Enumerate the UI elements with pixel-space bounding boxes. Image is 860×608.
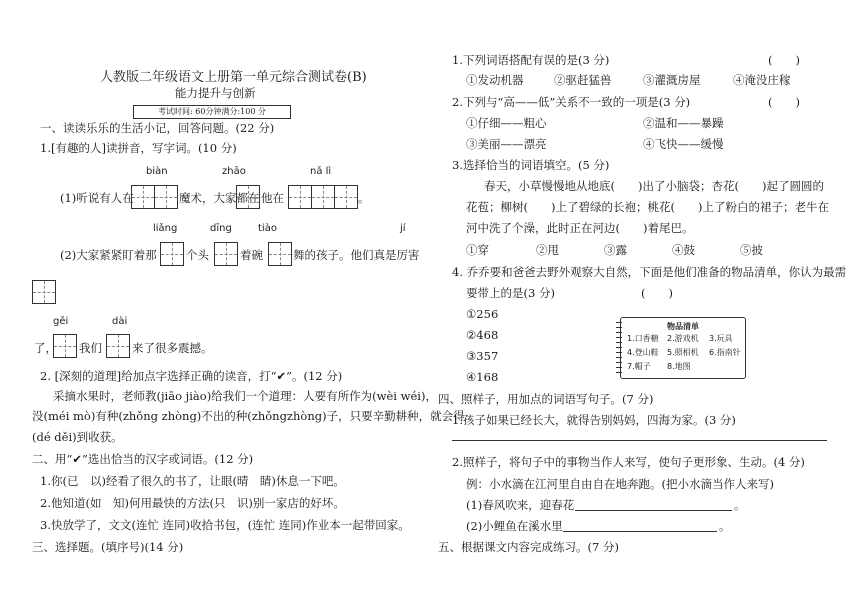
char-box[interactable] <box>236 185 260 209</box>
q1-line1-part1: (1)听说有人在 <box>60 191 134 205</box>
list-item: 1.口香糖 <box>627 334 659 343</box>
char-box[interactable] <box>334 185 358 209</box>
pinyin-gei: gěi <box>53 316 69 327</box>
char-box[interactable] <box>154 185 178 209</box>
answer-paren[interactable]: ( ) <box>768 53 800 67</box>
q1-line3-part2: 我们 <box>79 341 102 355</box>
r3-option: ①穿 <box>466 243 489 257</box>
list-item: 3.玩具 <box>709 334 733 343</box>
right-q4-line1: 4. 乔乔要和爸爸去野外观察大自然，下面是他们准备的物品清单，你认为最需 <box>452 265 847 279</box>
char-box[interactable] <box>131 185 155 209</box>
q1-line1-end: 。 <box>358 191 370 205</box>
answer-line[interactable] <box>563 531 717 532</box>
char-box[interactable] <box>160 242 184 266</box>
page-subtitle: 能力提升与创新 <box>175 86 256 100</box>
r1-option: ④淹没庄稼 <box>733 73 791 87</box>
pinyin-bian: biàn <box>146 166 168 177</box>
r3-para-line2: 花苞；柳树( )上了碧绿的长袍；桃花( )上了粉白的裙子；老牛在 <box>466 200 829 214</box>
pinyin-ji: jí <box>400 223 406 234</box>
section-3-heading: 三、选择题。(填序号)(14 分) <box>32 540 184 554</box>
r2-option: ③美丽——漂亮 <box>466 137 547 151</box>
period: 。 <box>734 498 746 512</box>
page-title: 人教版二年级语文上册第一单元综合测试卷(B) <box>100 70 367 85</box>
section-4-heading: 四、照样子，用加点的词语写句子。(7 分) <box>438 392 654 406</box>
r1-option: ③灌溉房屋 <box>643 73 701 87</box>
list-item: 2.游戏机 <box>667 334 699 343</box>
q1-line1-part2: 魔术，大家都在 <box>179 191 260 205</box>
char-box[interactable] <box>106 334 130 358</box>
answer-line[interactable] <box>452 440 827 441</box>
exam-info: 考试时间: 60分钟满分:100 分 <box>133 105 291 119</box>
pinyin-dai: dài <box>112 316 128 327</box>
answer-line[interactable] <box>575 510 732 511</box>
r3-option: ④鼓 <box>672 243 695 257</box>
right-q3: 3.选择恰当的词语填空。(5 分) <box>452 158 610 172</box>
section-2-q1: 1.你(已 以)经看了很久的书了，让眼(晴 睛)休息一下吧。 <box>40 474 345 488</box>
q1-line2-part3: 着碗 <box>240 248 263 262</box>
r2-option: ④飞快——缓慢 <box>643 137 724 151</box>
q1-line3-part1: 了， <box>34 341 57 355</box>
right-q1: 1.下列词语搭配有误的是(3 分) <box>452 53 610 67</box>
char-box[interactable] <box>288 185 312 209</box>
notebook-spiral-icon <box>616 322 622 374</box>
r2-option: ②温和——暴躁 <box>643 116 724 130</box>
right-q4-line2: 要带上的是(3 分) <box>466 286 555 300</box>
pinyin-zhao: zhāo <box>222 166 246 177</box>
q1-line2-part2: 个头 <box>186 248 209 262</box>
r4-option: ③357 <box>466 349 499 363</box>
answer-paren[interactable]: ( ) <box>641 286 673 300</box>
r2-option: ①仔细——粗心 <box>466 116 547 130</box>
r4-option: ①256 <box>466 307 499 321</box>
r3-para-line3: 河中洗了个澡，此时正在河边( )着尾巴。 <box>466 221 694 235</box>
r1-option: ②驱赶猛兽 <box>554 73 612 87</box>
r3-option: ⑤披 <box>740 243 763 257</box>
list-item: 5.照相机 <box>667 348 699 357</box>
pinyin-nali: nǎ lì <box>310 166 332 177</box>
q1-line1-part3: 他在 <box>261 191 284 205</box>
list-item: 4.登山鞋 <box>627 348 659 357</box>
question-1-1: 1.[有趣的人]读拼音，写字词。(10 分) <box>40 141 237 155</box>
list-item: 8.地图 <box>667 362 691 371</box>
section-1-heading: 一、读读乐乐的生活小记，回答问题。(22 分) <box>40 121 275 135</box>
r1-option: ①发动机器 <box>466 73 524 87</box>
r3-option: ②甩 <box>536 243 559 257</box>
char-box[interactable] <box>32 280 56 304</box>
item-list-card <box>620 317 746 379</box>
section-5-heading: 五、根据课文内容完成练习。(7 分) <box>438 540 619 554</box>
section-4-example: 例：小水滴在江河里自由自在地奔跑。(把小水滴当作人来写) <box>466 477 774 491</box>
section-2-q3: 3.快放学了，文文(连忙 连同)收拾书包，(连忙 连同)作业本一起带回家。 <box>40 518 410 532</box>
section-4-b: (2)小鲤鱼在溪水里 <box>466 519 563 533</box>
r3-option: ③露 <box>604 243 627 257</box>
section-2-q2: 2.他知道(如 知)何用最快的方法(只 识)别一家店的好坏。 <box>40 496 345 510</box>
r4-option: ②468 <box>466 328 499 342</box>
period: 。 <box>719 519 731 533</box>
list-item: 6.指南针 <box>709 348 741 357</box>
answer-paren[interactable]: ( ) <box>768 95 800 109</box>
section-4-q1: 1.孩子如果已经长大，就得告别妈妈，四海为家。(3 分) <box>452 413 736 427</box>
char-box[interactable] <box>268 242 292 266</box>
q1-line3-part3: 来了很多震撼。 <box>132 341 213 355</box>
q2-para-line2: 没(méi mò)有种(zhǒng zhòng)不出的种(zhǒngzhòng)子，只要辛勤耕种，就会得 <box>32 409 465 423</box>
char-box[interactable] <box>214 242 238 266</box>
q2-para-line1: 采摘水果时，老师教(jiāo jiào)给我们一个道理：人要有所作为(wèi wéi)， <box>53 389 437 403</box>
list-item: 7.帽子 <box>627 362 651 371</box>
pinyin-liang: liǎng <box>153 223 178 234</box>
section-4-q2: 2.照样子，将句子中的事物当作人来写，使句子更形象、生动。(4 分) <box>452 455 805 469</box>
list-title: 物品清单 <box>667 322 699 331</box>
question-1-2: 2. [深刻的道理]给加点字选择正确的读音，打“✔”。(12 分) <box>40 369 343 383</box>
char-box[interactable] <box>311 185 335 209</box>
r4-option: ④168 <box>466 370 499 384</box>
r3-para-line1: 春天，小草慢慢地从地底( )出了小脑袋；杏花( )起了圆圆的 <box>484 179 824 193</box>
char-box[interactable] <box>53 334 77 358</box>
q1-line2-part1: (2)大家紧紧盯着那 <box>60 248 157 262</box>
pinyin-tiao: tiào <box>258 223 277 234</box>
pinyin-ding: dīng <box>210 223 232 234</box>
right-q2: 2.下列与“高——低”关系不一致的一项是(3 分) <box>452 95 691 109</box>
q2-para-line3: (dé děi)到收获。 <box>32 430 123 444</box>
q1-line2-part4: 舞的孩子。他们真是厉害 <box>293 248 420 262</box>
section-4-a: (1)春风吹来，迎春花 <box>466 498 575 512</box>
section-2-heading: 二、用“✔”选出恰当的汉字或词语。(12 分) <box>32 452 254 466</box>
